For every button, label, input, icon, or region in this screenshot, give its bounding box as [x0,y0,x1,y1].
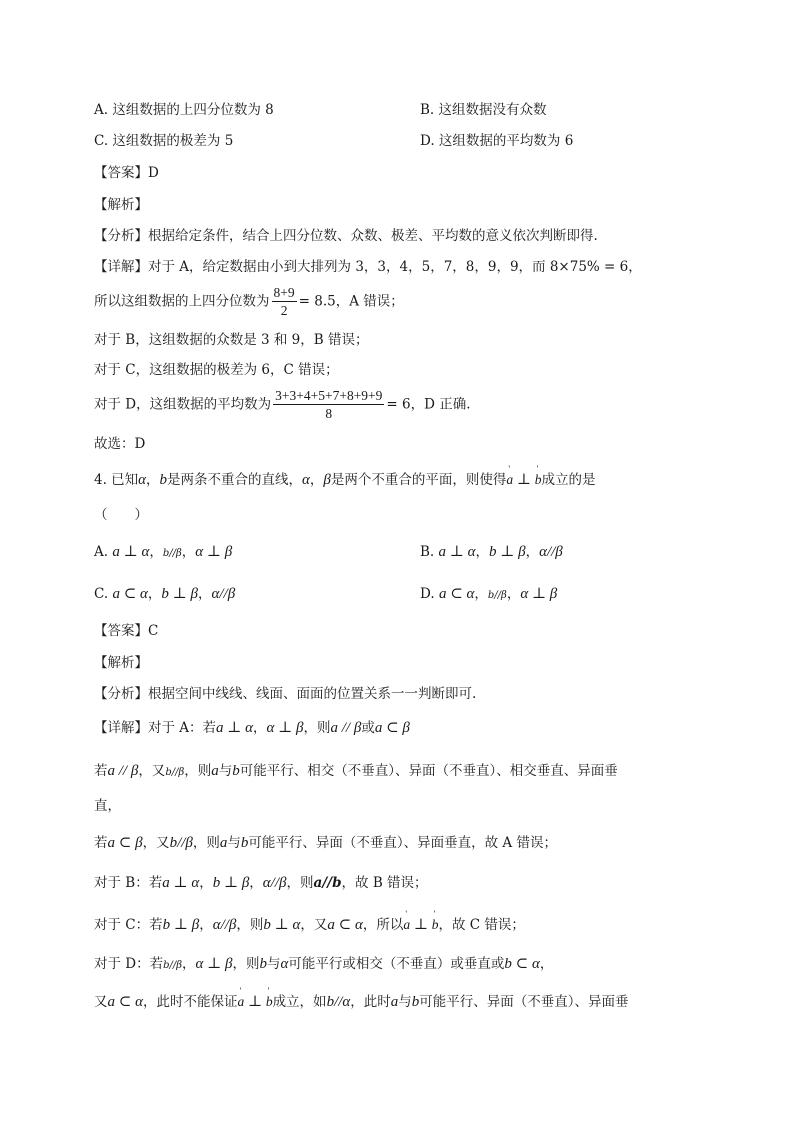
q3-option-a: A. 这组数据的上四分位数为 8 [94,102,274,118]
q3-fenxi: 【分析】根据给定条件，结合上四分位数、众数、极差、平均数的意义依次判断即得. [94,228,598,244]
q3-detail-1: 【详解】对于 A，给定数据由小到大排列为 3，3，4，5，7，8，9，9，而 8×75% = 6， [94,259,642,275]
q3-option-b: B. 这组数据没有众数 [420,102,547,118]
mean-fraction: $\frac{3+3+4+5+7+8+9+9}{8}$ [275,388,383,421]
q4-analysis-heading: 【解析】 [94,655,148,671]
q4-option-a: A. a ⊥ α，b//β，α ⊥ β [94,544,233,560]
q3-detail-2: 所以这组数据的上四分位数为 $\frac{8+9}{2}$ = 8.5，A 错误； [94,285,404,318]
q4-detail-2: 若a // β，又b//β，则a与b可能平行、相交（不垂直）、异面（不垂直）、相交垂直、异面垂 [94,763,618,779]
q4-option-c: C. a ⊂ α，b ⊥ β，α//β [94,586,236,602]
quartile-fraction: $\frac{8+9}{2}$ [273,285,295,318]
q4-option-b: B. a ⊥ α，b ⊥ β，α//β [420,544,563,560]
q3-detail-4: 对于 C，这组数据的极差为 6，C 错误； [94,362,339,378]
q3-analysis-heading: 【解析】 [94,197,148,213]
q3-choose: 故选：D [94,436,146,452]
q4-fenxi: 【分析】根据空间中线线、线面、面面的位置关系一一判断即可. [94,686,477,702]
q3-detail-5: 对于 D，这组数据的平均数为 $\frac{3+3+4+5+7+8+9+9}{8}$ = 6，D 正确. [94,388,471,421]
q4-detail-3: 直， [94,798,121,814]
q4-detail-8: 又a ⊂ α，此时不能保证' a ⊥ ' b成立，如b//α，此时a与b可能平行、异面（不垂直）、异面垂 [94,993,629,1011]
q4-detail-4: 若a ⊂ β，又b//β，则a与b可能平行、异面（不垂直）、异面垂直，故 A 错误； [94,835,557,851]
q3-option-c: C. 这组数据的极差为 5 [94,133,234,149]
q4-detail-7: 对于 D：若b//β，α ⊥ β，则b与α可能平行或相交（不垂直）或垂直或b ⊂ α， [94,956,554,972]
q3-detail-3: 对于 B，这组数据的众数是 3 和 9，B 错误； [94,332,369,348]
q4-answer: 【答案】C [94,623,159,639]
q4-stem-line-1: 4. 已知α，b是两条不重合的直线，α，β是两个不重合的平面，则使得' a ⊥ ' b成立的是 [94,471,596,489]
q4-option-d: D. a ⊂ α，b//β，α ⊥ β [420,586,558,602]
q3-answer: 【答案】D [94,165,159,181]
q4-detail-1: 【详解】对于 A：若a ⊥ α，α ⊥ β，则a // β或a ⊂ β [94,720,410,736]
q4-detail-5: 对于 B：若a ⊥ α，b ⊥ β，α//β，则a//b，故 B 错误； [94,875,428,891]
q3-option-d: D. 这组数据的平均数为 6 [420,133,574,149]
q4-stem-line-2: （ ） [94,507,148,523]
q4-detail-6: 对于 C：若b ⊥ β，α//β，则b ⊥ α，又a ⊂ α，所以' a ⊥ ' b，故 C 错误； [94,916,525,934]
